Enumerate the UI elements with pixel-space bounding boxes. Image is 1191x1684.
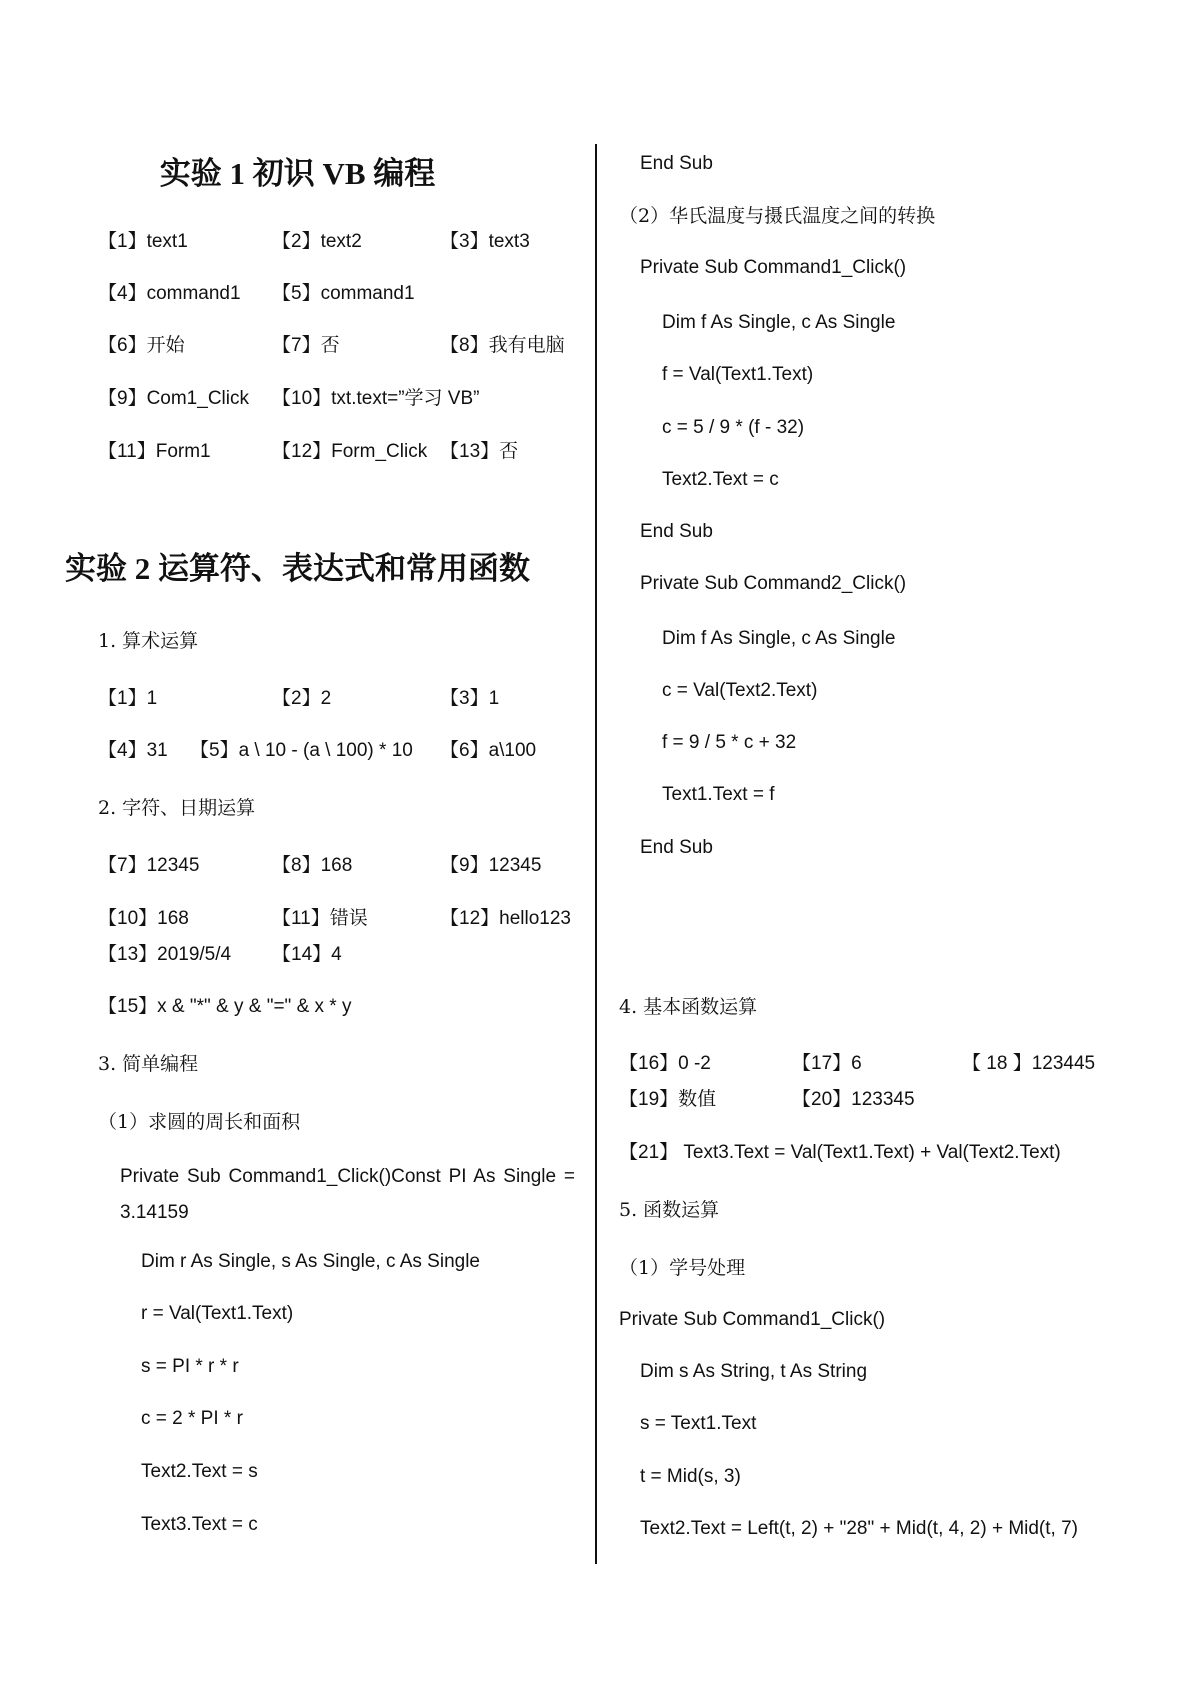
end-sub-1: End Sub bbox=[640, 153, 713, 174]
answer-6: 【6】开始 bbox=[98, 335, 185, 356]
code1-line-3: s = PI * r * r bbox=[141, 1356, 239, 1377]
code2-line-6: End Sub bbox=[640, 521, 713, 542]
answer-2-12: 【12】hello123 bbox=[440, 908, 571, 929]
answer-3: 【3】text3 bbox=[440, 231, 530, 252]
code3-line-4: t = Mid(s, 3) bbox=[640, 1466, 741, 1487]
answer-4: 【4】command1 bbox=[98, 283, 241, 304]
code2-line-9: c = Val(Text2.Text) bbox=[662, 680, 818, 701]
code3-line-2: Dim s As String, t As String bbox=[640, 1361, 868, 1382]
code2-line-2: Dim f As Single, c As Single bbox=[662, 312, 896, 333]
answer-2-1: 【1】1 bbox=[98, 688, 158, 709]
answer-19: 【19】数值 bbox=[619, 1089, 717, 1110]
subsection-student-id: （1）学号处理 bbox=[619, 1257, 746, 1279]
section-arithmetic: 1. 算术运算 bbox=[98, 630, 199, 652]
answer-2-2: 【2】2 bbox=[272, 688, 332, 709]
answer-2-14: 【14】4 bbox=[272, 944, 342, 965]
answer-8: 【8】我有电脑 bbox=[440, 335, 565, 356]
answer-2-15: 【15】x & "*" & y & "=" & x * y bbox=[98, 996, 352, 1017]
answer-10: 【10】txt.text=”学习 VB” bbox=[272, 388, 480, 409]
code1-line-5: Text2.Text = s bbox=[141, 1461, 258, 1482]
answer-2-10: 【10】168 bbox=[98, 908, 189, 929]
code2-line-3: f = Val(Text1.Text) bbox=[662, 364, 814, 385]
answer-9: 【9】Com1_Click bbox=[98, 388, 249, 409]
answer-2-3: 【3】1 bbox=[440, 688, 500, 709]
code1-line-4: c = 2 * PI * r bbox=[141, 1408, 243, 1429]
answer-12: 【12】Form_Click bbox=[272, 441, 428, 462]
answer-2-6: 【6】a\100 bbox=[440, 740, 537, 761]
section-basic-functions: 4. 基本函数运算 bbox=[619, 996, 758, 1018]
code2-line-8: Dim f As Single, c As Single bbox=[662, 628, 896, 649]
section-functions: 5. 函数运算 bbox=[619, 1199, 720, 1221]
code1-line-2: r = Val(Text1.Text) bbox=[141, 1303, 294, 1324]
answer-17: 【17】6 bbox=[792, 1053, 862, 1074]
code2-line-10: f = 9 / 5 * c + 32 bbox=[662, 732, 797, 753]
answer-7: 【7】否 bbox=[272, 335, 340, 356]
code1-line-6: Text3.Text = c bbox=[141, 1514, 258, 1535]
code2-line-1: Private Sub Command1_Click() bbox=[640, 257, 907, 278]
code2-line-12: End Sub bbox=[640, 837, 713, 858]
answer-20: 【20】123345 bbox=[792, 1089, 915, 1110]
answer-2-9: 【9】12345 bbox=[440, 855, 542, 876]
answer-21: 【21】 Text3.Text = Val(Text1.Text) + Val(Text2.Text) bbox=[619, 1142, 1061, 1163]
answer-11: 【11】Form1 bbox=[98, 441, 211, 462]
code1-header: Private Sub Command1_Click()Const PI As Single = 3.14159 bbox=[120, 1166, 575, 1223]
answer-2-5: 【5】a \ 10 - (a \ 100) * 10 bbox=[190, 740, 413, 761]
answer-13: 【13】否 bbox=[440, 441, 519, 462]
answer-2-8: 【8】168 bbox=[272, 855, 353, 876]
answer-16: 【16】0 -2 bbox=[619, 1053, 711, 1074]
answer-18: 【 18 】123445 bbox=[962, 1053, 1096, 1074]
answer-2: 【2】text2 bbox=[272, 231, 362, 252]
code2-line-7: Private Sub Command2_Click() bbox=[640, 573, 907, 594]
subsection-temperature: （2）华氏温度与摄氏温度之间的转换 bbox=[619, 205, 936, 227]
subsection-circle: （1）求圆的周长和面积 bbox=[98, 1111, 301, 1133]
answer-1: 【1】text1 bbox=[98, 231, 188, 252]
answer-5: 【5】command1 bbox=[272, 283, 415, 304]
code3-line-1: Private Sub Command1_Click() bbox=[619, 1309, 886, 1330]
answer-2-4: 【4】31 bbox=[98, 740, 168, 761]
code1-line-1: Dim r As Single, s As Single, c As Single bbox=[141, 1251, 480, 1272]
column-divider bbox=[595, 144, 597, 1564]
section-string-date: 2. 字符、日期运算 bbox=[98, 797, 256, 819]
answer-2-7: 【7】12345 bbox=[98, 855, 200, 876]
answer-2-11: 【11】错误 bbox=[272, 908, 368, 929]
exp2-title: 实验 2 运算符、表达式和常用函数 bbox=[65, 551, 530, 586]
section-simple-programming: 3. 简单编程 bbox=[98, 1053, 199, 1075]
code3-line-5: Text2.Text = Left(t, 2) + "28" + Mid(t, 4, 2) + Mid(t, 7) bbox=[640, 1518, 1078, 1539]
code2-line-11: Text1.Text = f bbox=[662, 784, 775, 805]
code2-line-5: Text2.Text = c bbox=[662, 469, 779, 490]
code3-line-3: s = Text1.Text bbox=[640, 1413, 757, 1434]
exp1-title: 实验 1 初识 VB 编程 bbox=[159, 156, 436, 191]
answer-2-13: 【13】2019/5/4 bbox=[98, 944, 232, 965]
code2-line-4: c = 5 / 9 * (f - 32) bbox=[662, 417, 805, 438]
